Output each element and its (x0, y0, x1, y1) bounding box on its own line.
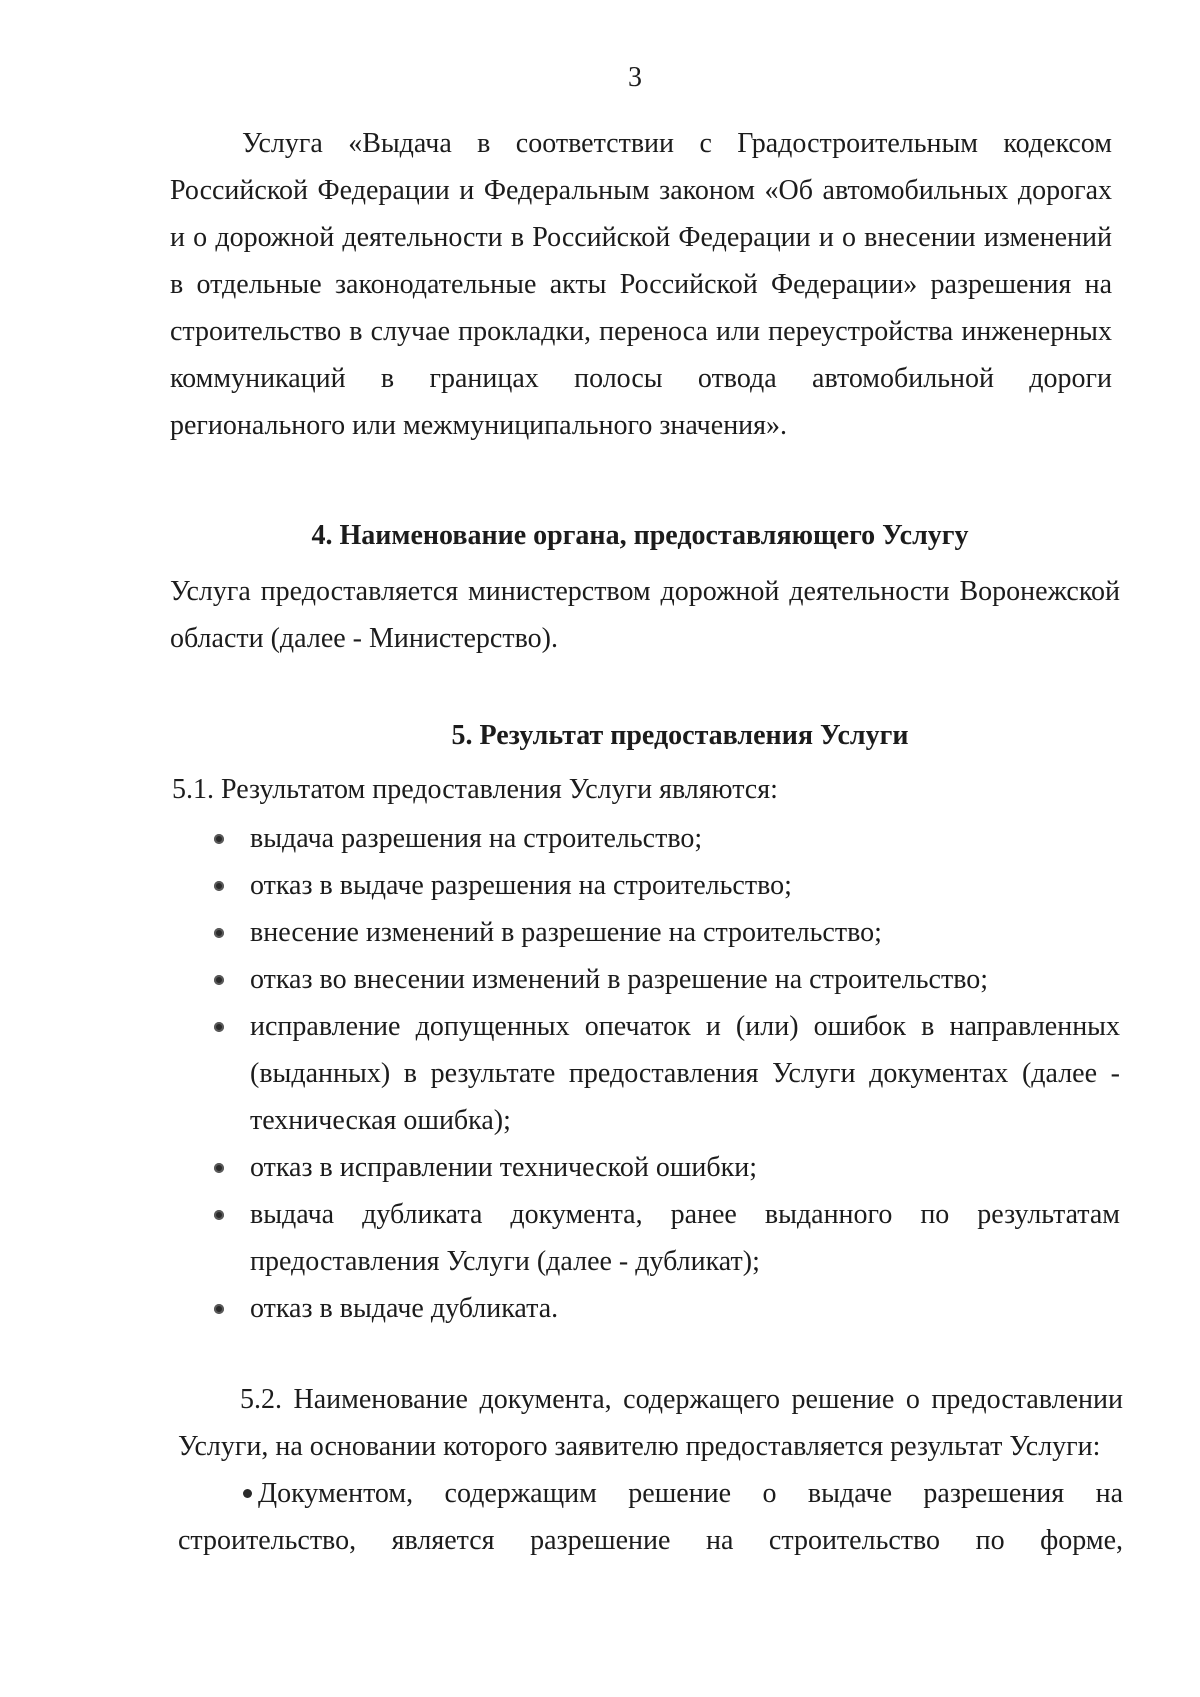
list-item (210, 815, 1120, 862)
list-item (210, 1191, 1120, 1285)
intro-paragraph: Услуга «Выдача в соответствии с Градостроительным кодексом Российской Федерации и Федеральным законом «Об автомобильных дорогах и о дорожной деятельности в Российской Федерации и о внесении изменений в отдельные законодательные акты Российской Федерации» разрешения на строительство в случае прокладки, переноса или переустройства инженерных коммуникаций в границах полосы отвода автомобильной дороги регионального или межмуниципального значения». (170, 128, 1112, 441)
section-5-heading: 5. Результат предоставления Услуги (451, 720, 909, 751)
subsection-5-1: 5.1. Результатом предоставления Услуги являются: (172, 774, 778, 805)
bullet-icon (214, 928, 224, 938)
list-item-text: отказ в выдаче дубликата. (250, 1293, 559, 1324)
page-number: 3 (628, 62, 642, 93)
list-item-text: отказ в выдаче разрешения на строительство; (250, 870, 792, 901)
bullet-icon (214, 1210, 224, 1220)
section-4-text: Услуга предоставляется министерством дорожной деятельности Воронежской области (далее - Министерство). (170, 576, 1120, 654)
document-decision-text: Документом, содержащим решение о выдаче разрешения на строительство, является разрешение на строительство по форме, (178, 1478, 1123, 1556)
list-item-text: отказ во внесении изменений в разрешение на строительство; (250, 964, 989, 995)
list-item (210, 1285, 1120, 1332)
document-decision-paragraph (178, 1470, 1123, 1564)
bullet-icon (214, 975, 224, 985)
list-item (210, 909, 1120, 956)
list-item-text: внесение изменений в разрешение на строительство; (250, 917, 882, 948)
bullet-icon (214, 881, 224, 891)
section-4-heading: 4. Наименование органа, предоставляющего Услугу (311, 520, 969, 551)
bullet-icon (214, 834, 224, 844)
bullet-icon (214, 1022, 224, 1032)
list-item-text: отказ в исправлении технической ошибки; (250, 1152, 758, 1183)
subsection-5-2: 5.2. Наименование документа, содержащего решение о предоставлении Услуги, на основании которого заявителю предоставляется результат Услуги: (178, 1384, 1123, 1462)
results-list (210, 815, 1120, 1332)
bullet-icon (214, 1163, 224, 1173)
list-item (210, 1003, 1120, 1144)
list-item (210, 956, 1120, 1003)
list-item-text: выдача разрешения на строительство; (250, 823, 703, 854)
bullet-icon (214, 1304, 224, 1314)
list-item (210, 1144, 1120, 1191)
list-item-text: исправление допущенных опечаток и (или) ошибок в направленных (выданных) в результате предоставления Услуги документах (далее - техническая ошибка); (250, 1011, 1120, 1136)
list-item-text: выдача дубликата документа, ранее выданного по результатам предоставления Услуги (далее - дубликат); (250, 1199, 1120, 1277)
list-item (210, 862, 1120, 909)
bullet-icon (243, 1489, 252, 1498)
